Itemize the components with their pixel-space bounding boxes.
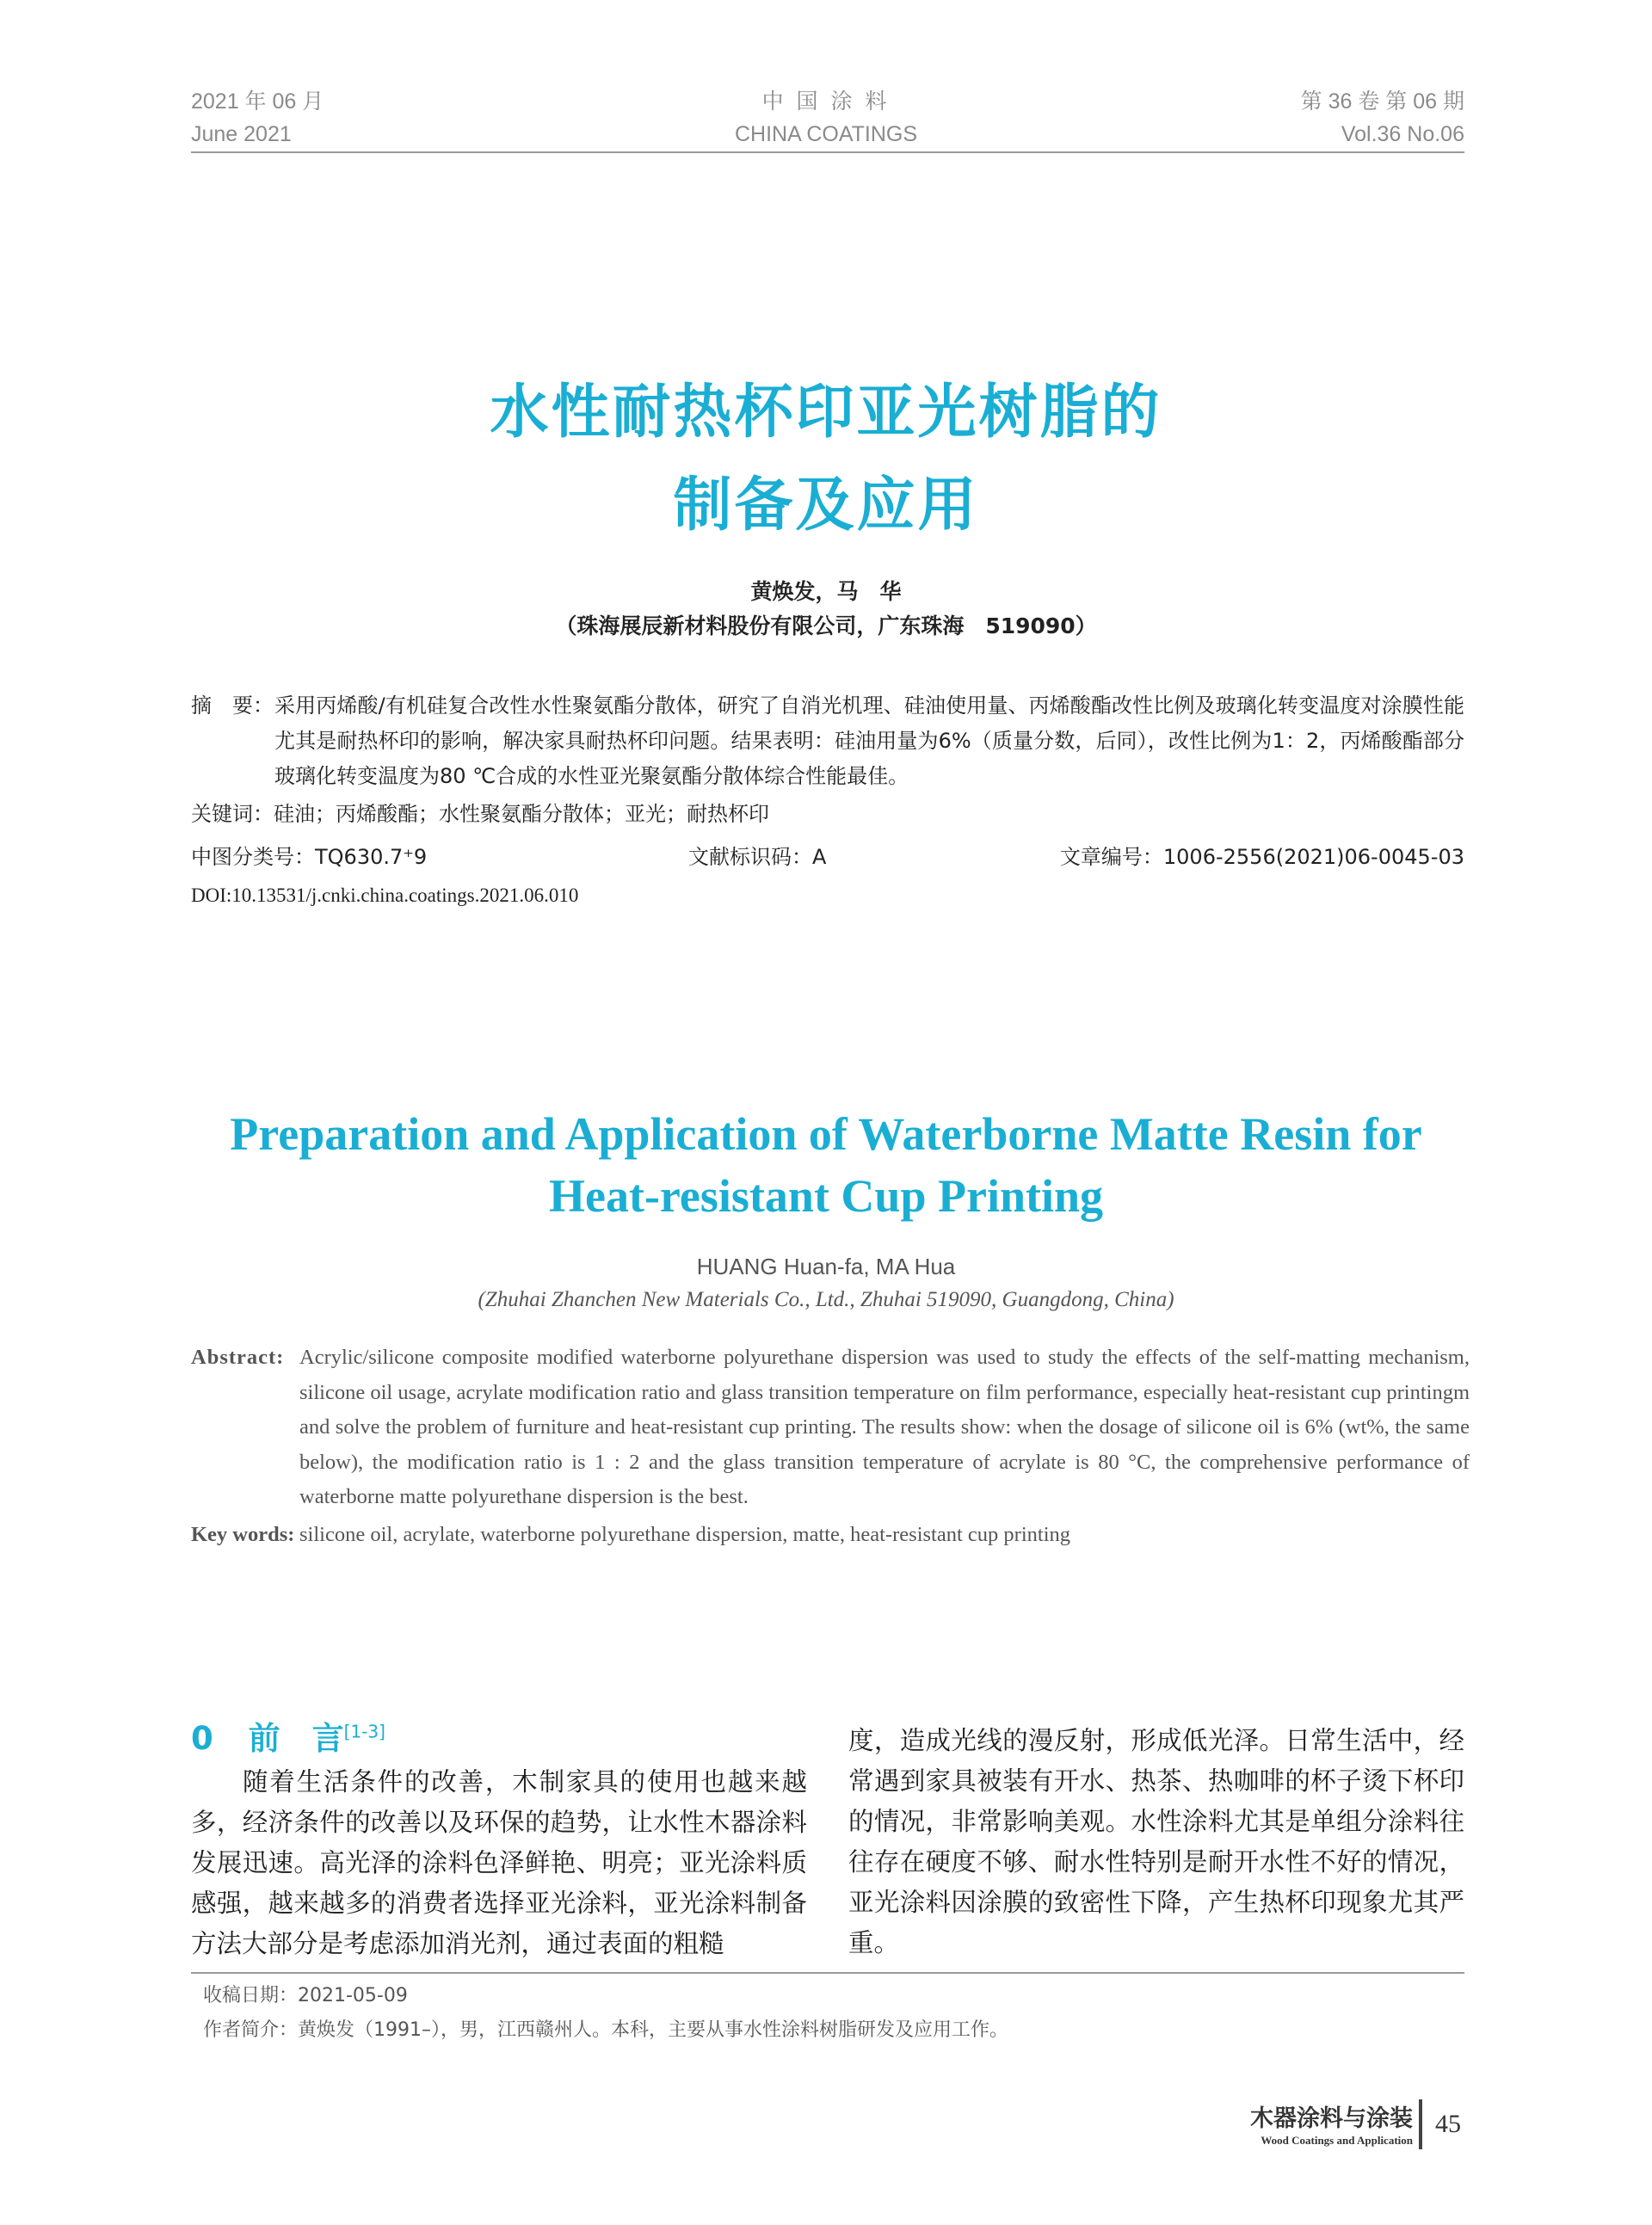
page-number: 45	[1435, 2110, 1461, 2138]
abstract-cn-label: 摘 要：	[191, 693, 274, 718]
clc-label: 中图分类号：	[191, 845, 315, 869]
header-journal-en: CHINA COATINGS	[734, 122, 918, 146]
body-column-right: 度，造成光线的漫反射，形成低光泽。日常生活中，经常遇到家具被装有开水、热茶、热咖啡的杯子烫下杯印的情况，非常影响美观。水性涂料尤其是单组分涂料往往存在硬度不够、耐水性特别是耐开水性不好的情况，亚光涂料因涂膜的致密性下降，产生热杯印现象尤其严重。	[848, 1726, 1464, 1957]
title-cn-line1: 水性耐热杯印亚光树脂的	[490, 379, 1162, 447]
section-number: 0	[191, 1720, 213, 1757]
abstract-en-text: Acrylic/silicone composite modified waterborne polyurethane dispersion was used to study the effects of the self-matting mechanism, silicone oil usage, acrylate modification ratio and glass transition temperature on film performance, especially heat-resistant cup printingm and solve the problem of furniture and heat-resistant cup printing. The results show: when the dosage of silicone oil is 6% (wt%, the same below), the modification ratio is 1 : 2 and the glass transition temperature of acrylate is 80 °C, the comprehensive performance of waterborne matte polyurethane dispersion is the best.	[299, 1346, 1470, 1508]
footer-column-cn: 木器涂料与涂装	[1250, 2105, 1413, 2132]
header-issue-en: Vol.36 No.06	[1341, 122, 1464, 146]
doc-code-value: A	[812, 845, 827, 869]
authors-en: HUANG Huan-fa, MA Hua	[696, 1254, 956, 1279]
body-column-left: 随着生活条件的改善，木制家具的使用也越来越多，经济条件的改善以及环保的趋势，让水性木器涂料发展迅速。高光泽的涂料色泽鲜艳、明亮；亚光涂料质感强，越来越多的消费者选择亚光涂料，亚光涂料制备方法大部分是考虑添加消光剂，通过表面的粗糙	[191, 1767, 807, 1958]
header-journal-cn: 中 国 涂 料	[761, 89, 891, 114]
footnote-received: 收稿日期：2021-05-09	[203, 1985, 408, 2006]
section-ref: [1-3]	[343, 1721, 385, 1742]
title-en-line2: Heat-resistant Cup Printing	[549, 1170, 1103, 1222]
keywords-cn-text: 硅油；丙烯酸酯；水性聚氨酯分散体；亚光；耐热杯印	[274, 802, 769, 826]
section-title: 前 言	[248, 1720, 344, 1757]
doc-code	[688, 841, 826, 872]
keywords-en	[191, 1518, 1470, 1553]
affiliation-en: (Zhuhai Zhanchen New Materials Co., Ltd., Zhuhai 519090, Guangdong, China)	[478, 1288, 1174, 1311]
keywords-cn-label: 关键词：	[191, 802, 274, 826]
section-heading	[191, 1712, 385, 1759]
header-date-cn: 2021 年 06 月	[191, 89, 324, 114]
article-no-value: 1006-2556(2021)06-0045-03	[1162, 845, 1464, 869]
footnote-rule	[191, 1972, 1464, 1974]
article-no-label: 文章编号：	[1059, 845, 1163, 869]
keywords-en-text: silicone oil, acrylate, waterborne polyurethane dispersion, matte, heat-resistant cup printing	[299, 1523, 1070, 1546]
footer-column-en: Wood Coatings and Application	[1261, 2134, 1413, 2147]
header-issue-cn: 第 36 卷 第 06 期	[1300, 89, 1464, 114]
keywords-en-label: Key words:	[191, 1523, 295, 1546]
abstract-en	[191, 1341, 1470, 1515]
title-cn-line2: 制备及应用	[673, 472, 979, 539]
affiliation-cn: （珠海展辰新材料股份有限公司，广东珠海 519090）	[555, 613, 1097, 638]
clc-number	[191, 841, 427, 872]
abstract-cn-text: 采用丙烯酸/有机硅复合改性水性聚氨酯分散体，研究了自消光机理、硅油使用量、丙烯酸酯改性比例及玻璃化转变温度对涂膜性能尤其是耐热杯印的影响，解决家具耐热杯印问题。结果表明：硅油用量为6%（质量分数，后同），改性比例为1：2，丙烯酸酯部分玻璃化转变温度为80 ℃合成的水性亚光聚氨酯分散体综合性能最佳。	[274, 693, 1464, 788]
abstract-cn	[191, 688, 1464, 794]
doc-code-label: 文献标识码：	[688, 845, 812, 869]
keywords-cn	[191, 798, 769, 829]
clc-value: TQ630.7⁺9	[315, 845, 428, 869]
header-rule	[191, 151, 1464, 153]
footnote-author-bio: 作者简介：黄焕发（1991–），男，江西赣州人。本科，主要从事水性涂料树脂研发及应用工作。	[203, 2019, 1008, 2041]
doi: DOI:10.13531/j.cnki.china.coatings.2021.06.010	[191, 884, 579, 906]
authors-cn: 黄焕发，马 华	[750, 579, 902, 604]
abstract-en-label: Abstract:	[191, 1346, 285, 1369]
article-number	[1060, 841, 1464, 872]
title-en-line1: Preparation and Application of Waterborne Matte Resin for	[230, 1108, 1422, 1160]
footer-divider	[1419, 2099, 1422, 2149]
header-date-en: June 2021	[191, 122, 292, 146]
